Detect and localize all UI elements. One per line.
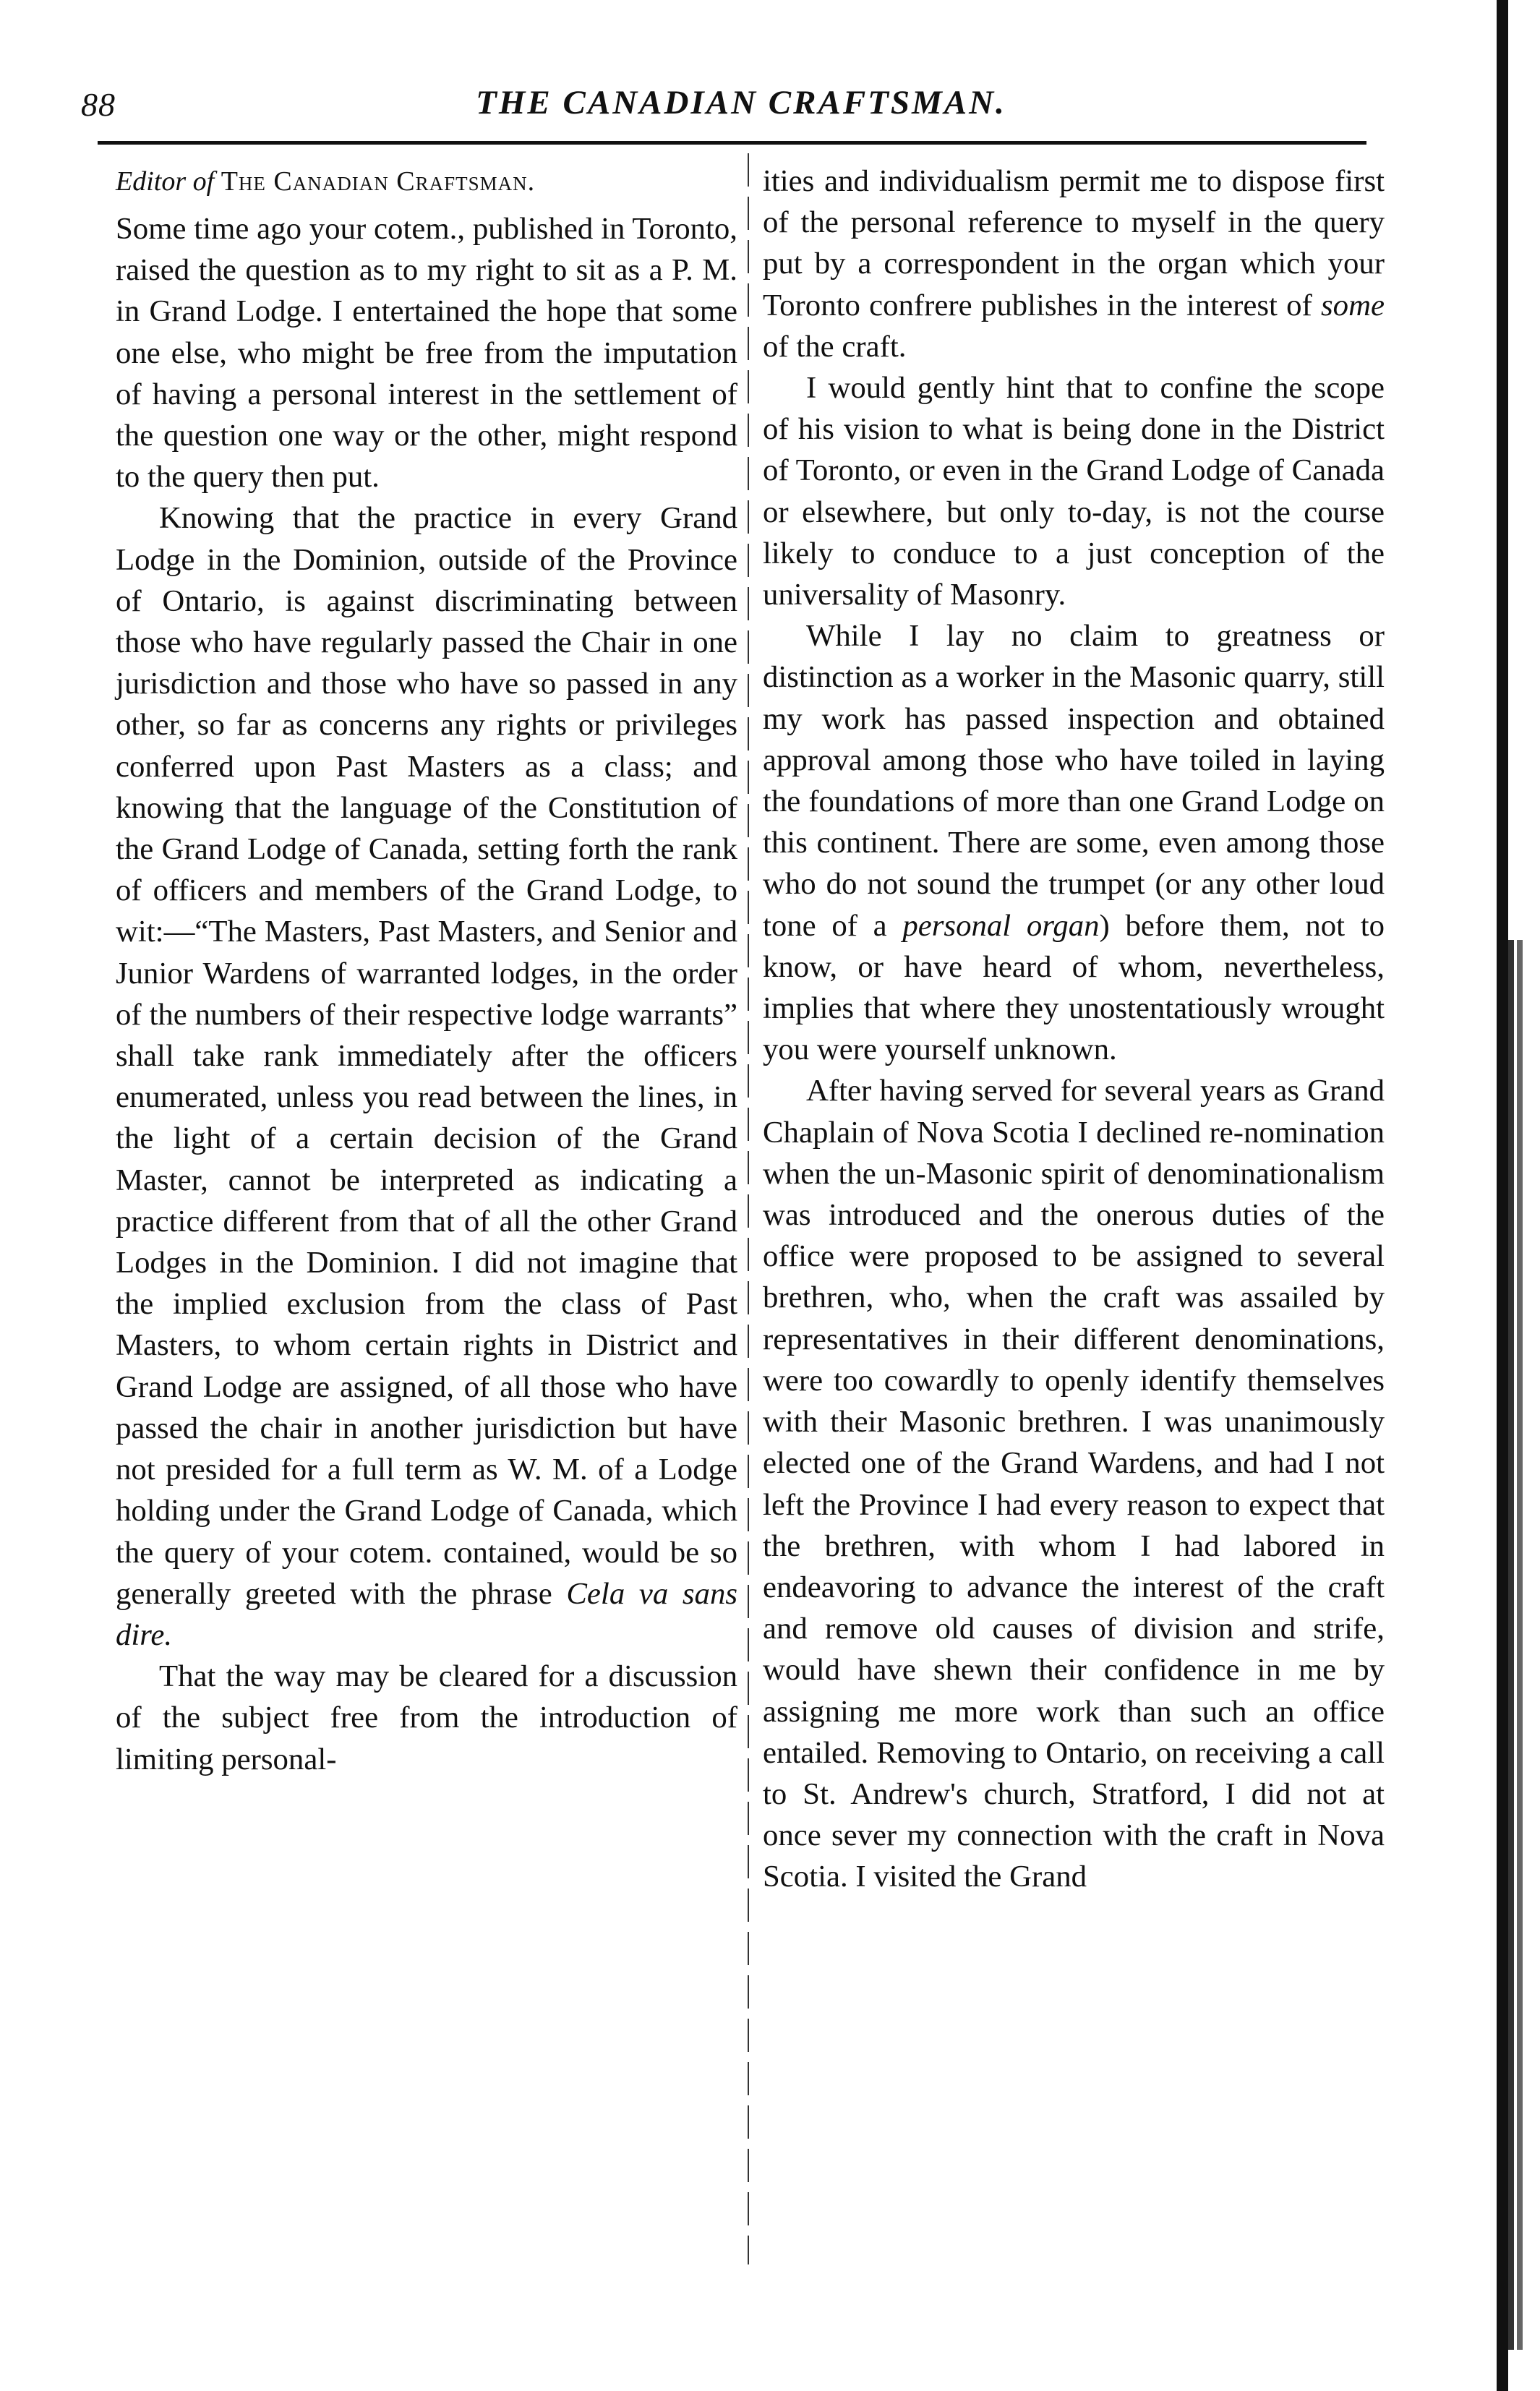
paragraph-2-text: Knowing that the practice in every Grand Lodge in the Dominion, outside of the Province of Ontario, is against discriminating between those who have regularly passed the Chair in one jurisdiction and those who have so passed in any other, so far as concerns any rights or privileges conferred upon Past Masters as a class; and knowing that the language of the Constitution of the Grand Lodge of Canada, setting forth the rank of officers and members of the Grand Lodge, to wit:—“The Masters, Past Masters, and Senior and Junior Wardens of warranted lodges, in the order of the numbers of their respective lodge warrants” shall take rank immediately after the officers enumerated, unless you read between the lines, in the light of a certain decision of the Grand Master, cannot be interpreted as indicating a practice different from that of all the other Grand Lodges in the Dominion. I did not imagine that the implied exclusion from the class of Past Masters, to whom certain rights in District and Grand Lodge are assigned, of all those who have passed the chair in another jurisdiction but have not presided for a full term as W. M. of a Lodge holding under the Grand Lodge of Canada, which the query of your cotem. contained, would be so generally greeted with the phrase xyxy=(116,501,737,1611)
salutation-publication: The Canadian Craftsman. xyxy=(221,166,536,197)
paragraph-3-continued xyxy=(763,161,1385,367)
paragraph-3-continued-text: ities and individualism permit me to dispose first of the personal reference to myself in the query put by a correspondent in the organ which your Toronto confrere publishes in the interest of xyxy=(763,164,1385,322)
scan-border-shadow xyxy=(1508,940,1523,2350)
paragraph-6: After having served for several years as Grand Chaplain of Nova Scotia I declined re-nomination when the un-Masonic spirit of denominationalism was introduced and the onerous duties of the office were proposed to be assigned to several brethren, who, when the craft was assailed by representatives in their different denominations, were too cowardly to openly identify themselves with their Masonic brethren. I was unanimously elected one of the Grand Wardens, and had I not left the Province I had every reason to expect that the brethren, with whom I had labored in endeavoring to advance the interest of the craft and remove old causes of division and strife, would have shewn their confidence in me by assigning me more work than such an office entailed. Removing to Ontario, on receiving a call to St. Andrew's church, Stratford, I did not at once sever my connection with the craft in Nova Scotia. I visited the Grand xyxy=(763,1074,1385,1894)
salutation xyxy=(116,161,737,202)
salutation-prefix: Editor of xyxy=(116,166,221,197)
left-column xyxy=(116,161,737,1780)
page-number: 88 xyxy=(81,86,116,123)
column-divider xyxy=(748,153,749,2264)
paragraph-5 xyxy=(763,615,1385,1070)
french-phrase: Cela va sans dire. xyxy=(116,1576,737,1652)
right-column xyxy=(763,161,1385,1898)
emphasis-personal-organ: personal organ xyxy=(902,908,1100,943)
paragraph-4: I would gently hint that to confine the scope of his vision to what is being done in the District of Toronto, or even in the Grand Lodge of Canada or elsewhere, but only to-day, is not the course likely to conduce to a just conception of the universality of Masonry. xyxy=(763,371,1385,612)
running-title: THE CANADIAN CRAFTSMAN. xyxy=(476,84,1006,121)
paragraph-1: Some time ago your cotem., published in Toronto, raised the question as to my right to sit as a P. M. in Grand Lodge. I entertained the hope that some one else, who might be free from the imputation of having a personal interest in the settlement of the question one way or the other, might respond to the query then put. xyxy=(116,212,737,495)
paragraph-5-end: ) before them, not to know, or have heard of whom, nevertheless, implies that where they unostentatiously wrought you were yourself unknown. xyxy=(763,908,1385,1067)
header-rule xyxy=(98,141,1366,145)
scan-border xyxy=(1497,0,1508,2391)
paragraph-3-continued-end: of the craft. xyxy=(763,329,907,364)
paragraph-2 xyxy=(116,497,737,1656)
paragraph-5-text: While I lay no claim to greatness or distinction as a worker in the Masonic quarry, still my work has passed inspection and obtained approval among those who have toiled in laying the foundations of more than one Grand Lodge on this continent. There are some, even among those who do not sound the trumpet (or any other loud tone of a xyxy=(763,619,1385,943)
paragraph-3: That the way may be cleared for a discussion of the subject free from the introduction of limiting personal- xyxy=(116,1659,737,1776)
emphasis-some: some xyxy=(1321,288,1385,322)
